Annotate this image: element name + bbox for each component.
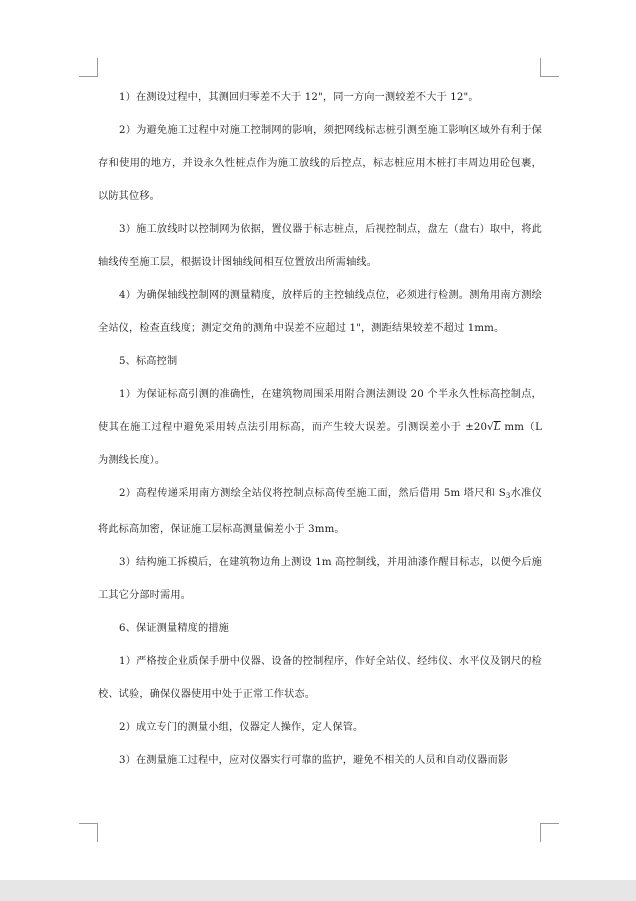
paragraph-instrument-calibration: 1）严格按企业质保手册中仪器、设备的控制程序，作好全站仪、经纬仪、水平仪及钢尺的检校、试验，确保仪器使用中处于正常工作状态。	[98, 656, 542, 700]
top-right-crop-mark	[540, 58, 559, 77]
bottom-right-crop-mark	[540, 823, 559, 842]
paragraph-axis-check: 4）为确保轴线控制网的测量精度，放样后的主控轴线点位，必须进行检测。测角用南方测绘全站仪，检查直线度；测定交角的测角中误差不应超过 1"，测距结果较差不超过 1mm。	[98, 290, 542, 334]
elevation-transfer-text: 2）高程传递采用南方测绘全站仪将控制点标高传至施工面，然后借用 5m 塔尺和 S	[119, 488, 506, 499]
paragraph-elevation-points	[98, 378, 542, 477]
paragraph-instrument-monitoring: 3）在测量施工过程中，应对仪器实行可靠的监护，避免不相关的人员和自动仪器而影	[119, 755, 509, 766]
paragraph-layout-method: 3）施工放线时以控制网为依据，置仪器于标志桩点，后视控制点，盘左（盘右）取中，将此轴线传至施工层，根据设计图轴线间相互位置放出所需轴线。	[98, 224, 542, 268]
paragraph-stake-protection: 2）为避免施工过程中对施工控制网的影响，须把网线标志桩引测至施工影响区域外有利于保存和使用的地方，并设永久性桩点作为施工放线的后控点，标志桩应用木桩打丰周边用砼包裹，以防其位移。	[98, 125, 542, 202]
paragraph-control-line: 3）结构施工拆模后，在建筑物边角上测设 1m 高控制线，并用油漆作醒目标志，以便今后施工其它分部时需用。	[98, 557, 542, 601]
level-model-subscript: 3	[505, 492, 511, 500]
sqrt-symbol: √	[487, 422, 494, 433]
bottom-left-crop-mark	[79, 823, 98, 842]
sqrt-radicand: L	[493, 422, 501, 433]
paragraph-angle-tolerance: 1）在测设过程中，其测回归零差不大于 12"，同一方向一测较差不大于 12"。	[119, 92, 479, 103]
top-left-crop-mark	[79, 58, 98, 77]
section-heading-elevation-control: 5、标高控制	[119, 356, 178, 367]
document-body[interactable]	[98, 81, 542, 777]
paragraph-survey-team: 2）成立专门的测量小组，仪器定人操作，定人保管。	[119, 722, 364, 733]
section-heading-accuracy-measures: 6、保证测量精度的措施	[119, 623, 230, 634]
elevation-transfer-text-cont: 水准仪将此标高加密，保证施工层标高测量偏差小于 3mm。	[98, 488, 542, 535]
elevation-points-unit-text: mm（L 为测线长度）。	[98, 422, 543, 466]
elevation-points-text: 1）为保证标高引测的准确性，在建筑物周围采用附合测法测设 20 个半永久性标高控制点，使其在施工过程中避免采用转点法引用标高，而产生较大误差。引测误差小于 ±20	[98, 389, 542, 433]
paragraph-elevation-transfer	[98, 477, 542, 546]
